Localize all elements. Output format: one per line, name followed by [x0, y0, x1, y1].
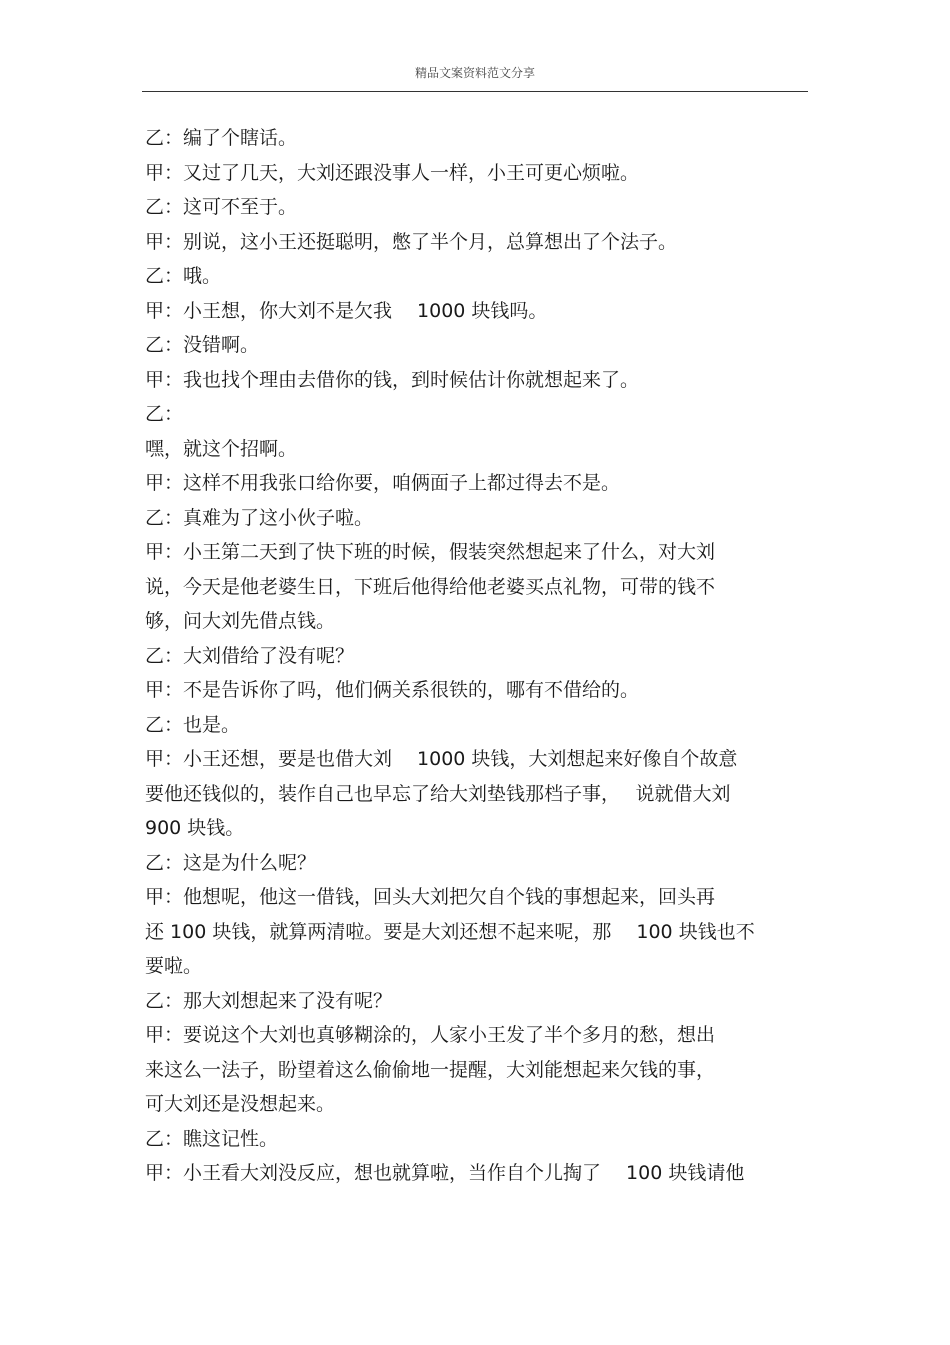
- dialogue-line: 说，今天是他老婆生日，下班后他得给他老婆买点礼物，可带的钱不: [145, 575, 716, 598]
- dialogue-line: 乙：这是为什么呢？: [145, 851, 317, 874]
- dialogue-line: 乙：这可不至于。: [145, 196, 298, 218]
- dialogue-line: 甲：他想呢，他这一借钱，回头大刘把欠自个钱的事想起来，回头再: [145, 886, 716, 908]
- dialogue-line: 乙：哦。: [145, 265, 222, 287]
- dialogue-line: 甲：小王看大刘没反应，想也就算啦，当作自个儿掏了 100 块钱请他: [145, 1162, 745, 1184]
- dialogue-line: 甲：我也找个理由去借你的钱，到时候估计你就想起来了。: [145, 368, 640, 391]
- dialogue-line: 乙：也是。: [145, 713, 241, 736]
- dialogue-line: 够，问大刘先借点钱。: [145, 610, 336, 632]
- dialogue-line: 甲：又过了几天，大刘还跟没事人一样，小王可更心烦啦。: [145, 161, 640, 184]
- dialogue-line: 甲：别说，这小王还挺聪明，憋了半个月，总算想出了个法子。: [145, 230, 678, 253]
- dialogue-line: 要他还钱似的，装作自己也早忘了给大刘垫钱那档子事， 说就借大刘: [145, 782, 731, 805]
- dialogue-line: 甲：小王第二天到了快下班的时候，假装突然想起来了什么，对大刘: [145, 541, 716, 563]
- dialogue-line: 可大刘还是没想起来。: [145, 1093, 336, 1115]
- dialogue-line: 还 100 块钱，就算两清啦。要是大刘还想不起来呢，那 100 块钱也不: [145, 920, 755, 943]
- dialogue-line: 乙：那大刘想起来了没有呢？: [145, 989, 393, 1012]
- dialogue-line: 甲：小王还想，要是也借大刘 1000 块钱，大刘想起来好像自个故意: [145, 748, 738, 770]
- dialogue-line: 甲：要说这个大刘也真够糊涂的，人家小王发了半个多月的愁，想出: [145, 1024, 716, 1046]
- dialogue-line: 嘿，就这个招啊。: [145, 437, 298, 460]
- dialogue-line: 乙：瞧这记性。: [145, 1127, 279, 1150]
- dialogue-line: 要啦。: [145, 955, 203, 977]
- dialogue-line: 乙：编了个瞎话。: [145, 127, 298, 149]
- dialogue-line: 乙：: [145, 403, 184, 425]
- dialogue-line: 900 块钱。: [145, 817, 245, 839]
- dialogue-body: [145, 121, 810, 1191]
- dialogue-line: 甲：小王想，你大刘不是欠我 1000 块钱吗。: [145, 299, 548, 322]
- dialogue-line: 乙：大刘借给了没有呢？: [145, 644, 355, 667]
- dialogue-line: 乙：没错啊。: [145, 334, 260, 356]
- header-divider: [142, 91, 808, 92]
- page-header: 精品文案资料范文分享: [414, 66, 535, 80]
- dialogue-line: 乙：真难为了这小伙子啦。: [145, 506, 374, 529]
- dialogue-line: 甲：不是告诉你了吗，他们俩关系很铁的，哪有不借给的。: [145, 679, 640, 701]
- dialogue-line: 来这么一法子，盼望着这么偷偷地一提醒，大刘能想起来欠钱的事，: [145, 1058, 716, 1081]
- dialogue-line: 甲：这样不用我张口给你要，咱俩面子上都过得去不是。: [145, 472, 621, 494]
